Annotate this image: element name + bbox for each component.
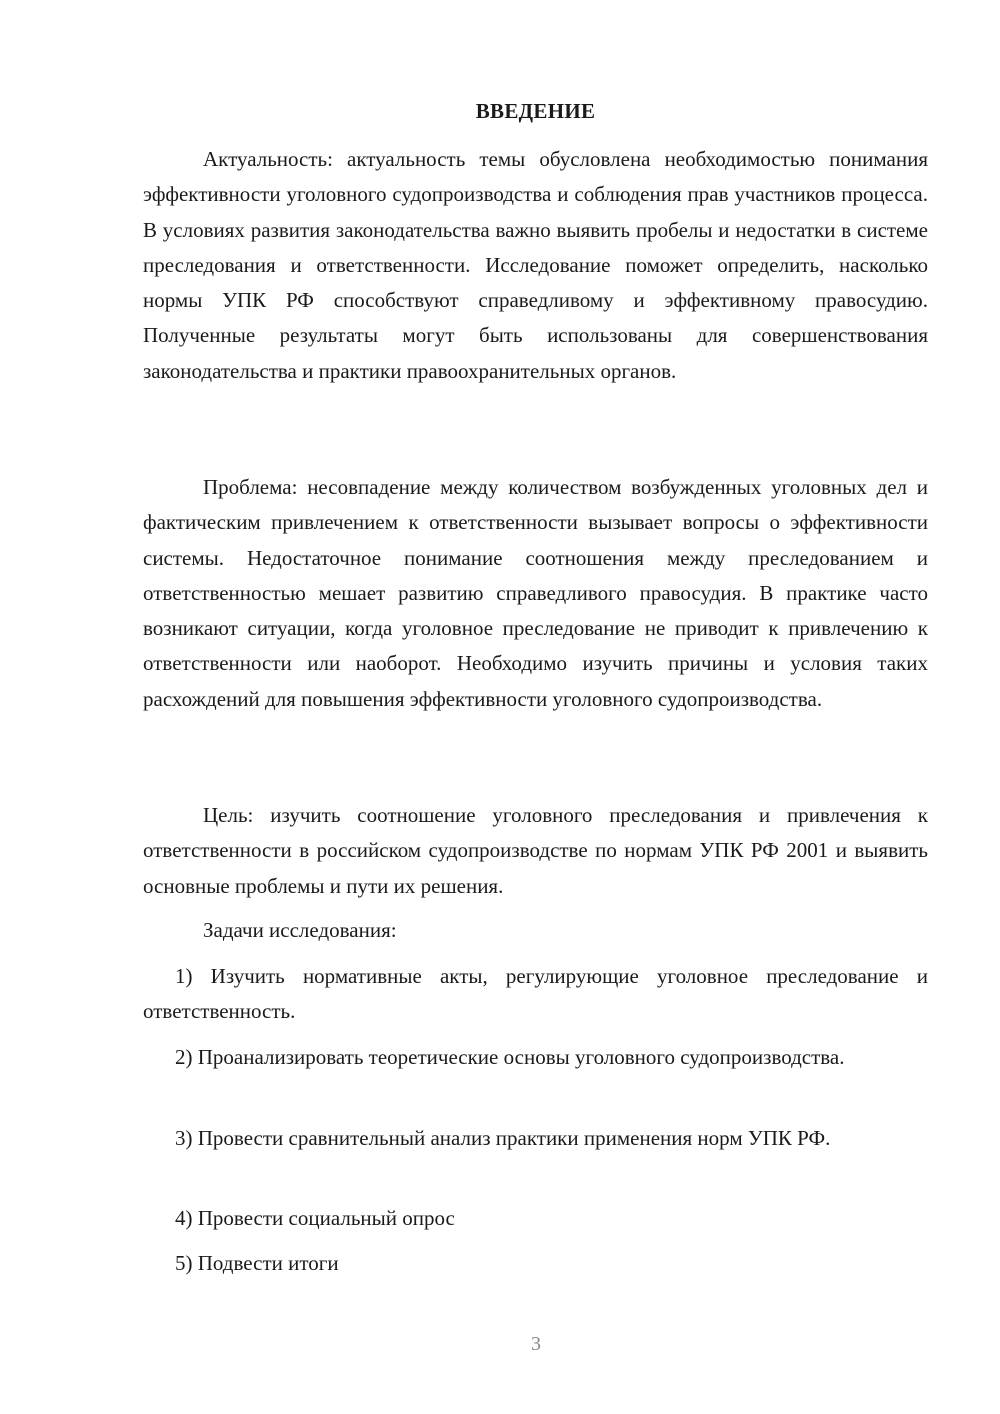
paragraph-problem: Проблема: несовпадение между количеством возбужденных уголовных дел и фактическим привлечением к ответственности вызывает вопросы о эффективности системы. Недостаточное понимание соотношения между преследованием и ответственностью мешает развитию справедливого правосудия. В практике часто возникают ситуации, когда уголовное преследование не приводит к привлечению к ответственности или наоборот. Необходимо изучить причины и условия таких расхождений для повышения эффективности уголовного судопроизводства.: [143, 475, 928, 711]
page-number: 3: [531, 1333, 541, 1355]
task-item-1: 1) Изучить нормативные акты, регулирующие уголовное преследование и ответственность.: [143, 964, 928, 1024]
task-item-5: 5) Подвести итоги: [175, 1251, 339, 1275]
paragraph-tasks-heading: Задачи исследования:: [203, 918, 397, 942]
task-item-4: 4) Провести социальный опрос: [175, 1206, 455, 1230]
task-item-3: 3) Провести сравнительный анализ практики применения норм УПК РФ.: [175, 1126, 831, 1150]
paragraph-relevance: Актуальность: актуальность темы обусловлена необходимостью понимания эффективности уголовного судопроизводства и соблюдения прав участников процесса. В условиях развития законодательства важно выявить пробелы и недостатки в системе преследования и ответственности. Исследование поможет определить, насколько нормы УПК РФ способствуют справедливому и эффективному правосудию. Полученные результаты могут быть использованы для совершенствования законодательства и практики правоохранительных органов.: [143, 147, 928, 383]
task-item-2: 2) Проанализировать теоретические основы уголовного судопроизводства.: [175, 1045, 845, 1069]
paragraph-goal: Цель: изучить соотношение уголовного преследования и привлечения к ответственности в российском судопроизводстве по нормам УПК РФ 2001 и выявить основные проблемы и пути их решения.: [143, 803, 928, 898]
section-title: ВВЕДЕНИЕ: [475, 99, 596, 123]
